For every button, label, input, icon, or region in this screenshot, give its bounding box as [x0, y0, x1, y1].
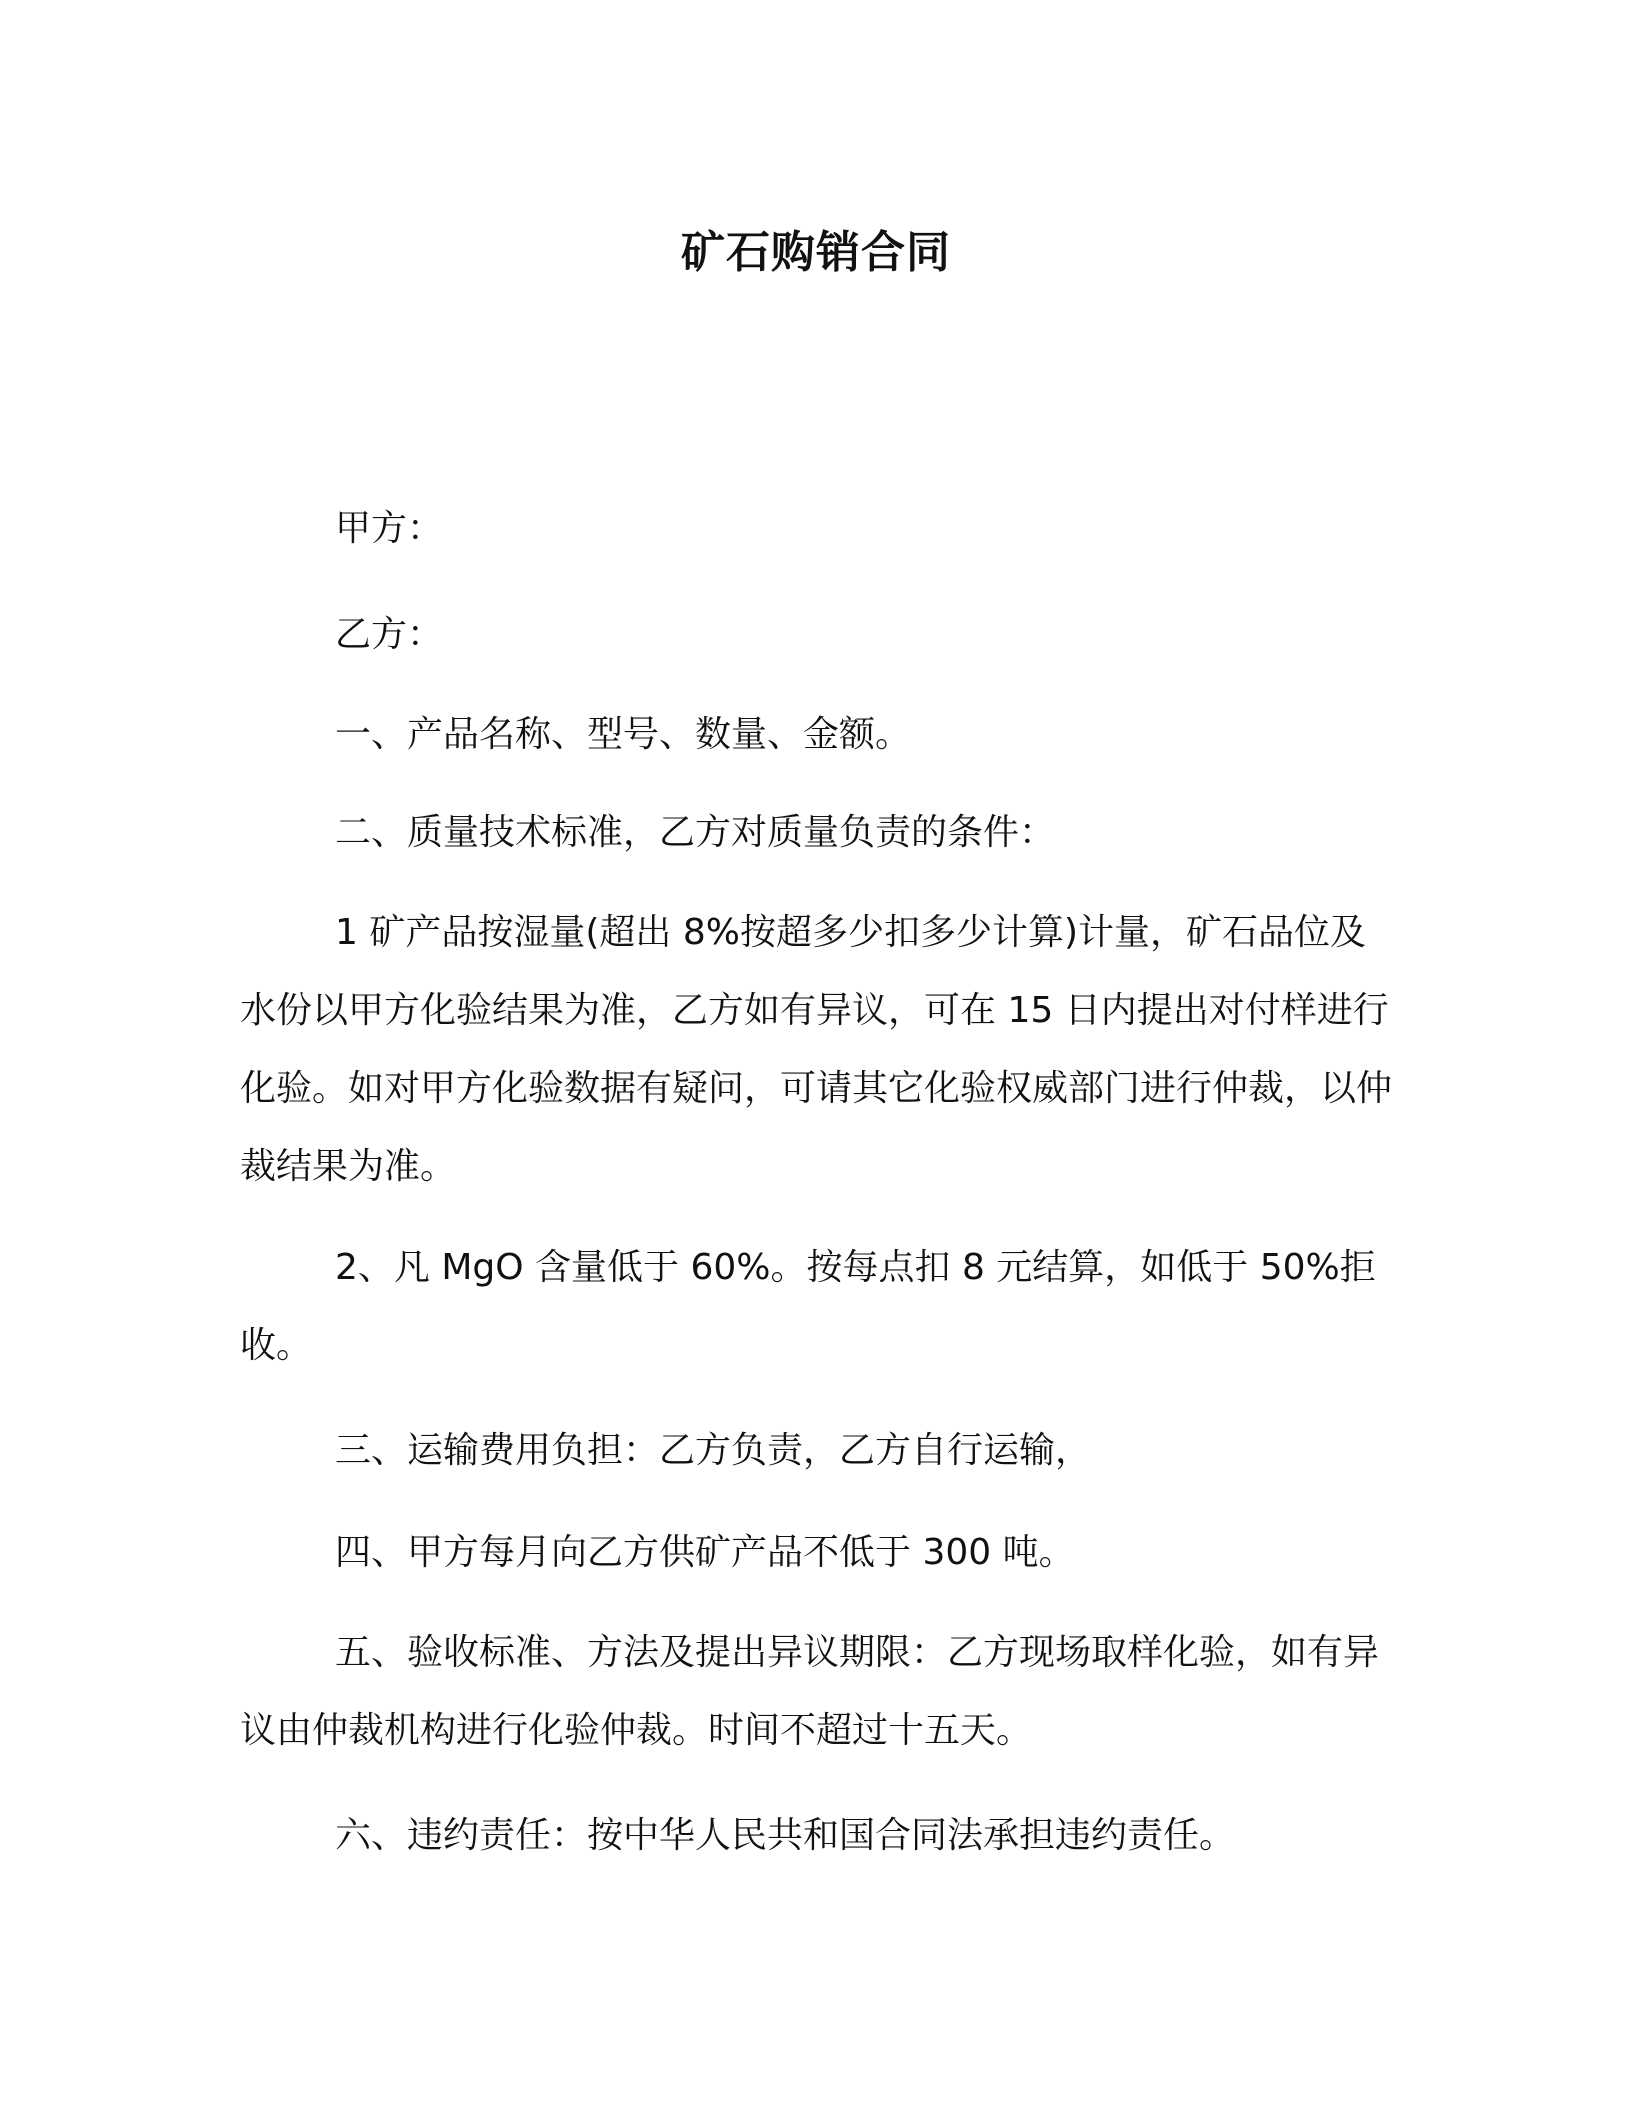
clause-5: 五、验收标准、方法及提出异议期限：乙方现场取样化验，如有异议由仲裁机构进行化验仲裁。时间不超过十五天。: [240, 1632, 1380, 1751]
clause-4: 四、甲方每月向乙方供矿产品不低于 300 吨。: [335, 1532, 1075, 1573]
clause-3: 三、运输费用负担：乙方负责，乙方自行运输，: [335, 1430, 1092, 1471]
party-a-line: 甲方：: [335, 508, 444, 549]
clause-2: 二、质量技术标准，乙方对质量负责的条件：: [335, 812, 1056, 853]
document-title: 矿石购销合同: [681, 227, 951, 278]
clause-6: 六、违约责任：按中华人民共和国合同法承担违约责任。: [335, 1815, 1236, 1856]
clause-2-item-1: 1 矿产品按湿量(超出 8%按超多少扣多少计算)计量，矿石品位及水份以甲方化验结果为准，乙方如有异议，可在 15 日内提出对付样进行化验。如对甲方化验数据有疑问，可请其它化验权威部门进行仲裁，以仲裁结果为准。: [240, 912, 1393, 1187]
clause-1: 一、产品名称、型号、数量、金额。: [335, 714, 912, 755]
clause-2-item-2: 2、凡 MgO 含量低于 60%。按每点扣 8 元结算，如低于 50%拒收。: [240, 1247, 1376, 1366]
party-b-line: 乙方：: [335, 614, 444, 655]
